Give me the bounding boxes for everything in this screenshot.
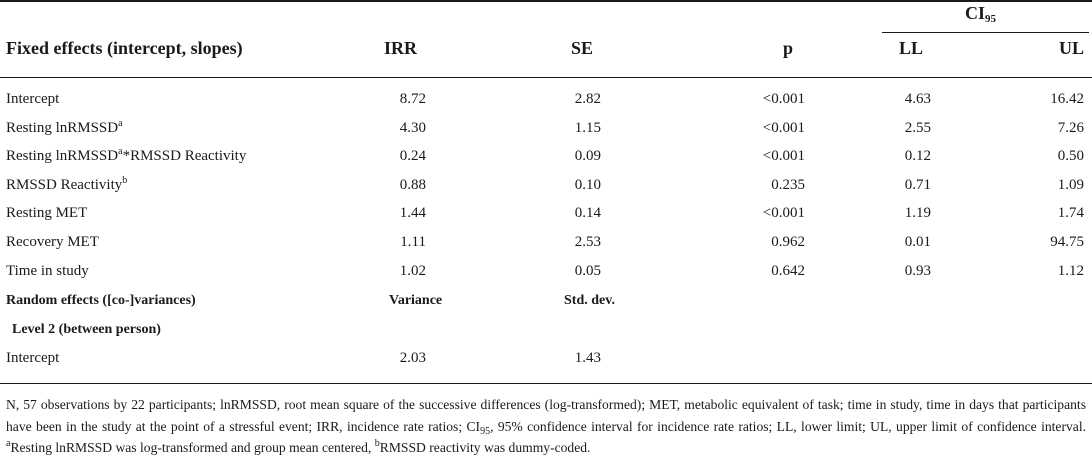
ul-value: 7.26 (1057, 120, 1084, 136)
row-label: Intercept (6, 91, 60, 107)
random-effects-title: Random effects ([co-]variances) (6, 293, 196, 308)
ll-value: 4.63 (904, 91, 931, 107)
col-header-ul: UL (1059, 38, 1085, 58)
row-label: Resting lnRMSSD$^a$*RMSSD Reactivity (6, 146, 247, 164)
ll-value: 1.19 (904, 205, 931, 221)
col-header-variance: Variance (389, 293, 443, 308)
se-value: 2.82 (574, 91, 601, 107)
p-value: <0.001 (762, 91, 805, 107)
random-variance-value: 2.03 (399, 350, 426, 366)
se-value: 1.15 (574, 120, 601, 136)
ul-value: 16.42 (1050, 91, 1084, 107)
se-value: 0.05 (574, 263, 601, 279)
ul-value: 94.75 (1050, 234, 1084, 250)
row-label: Resting lnRMSSD$^a$ (6, 118, 123, 136)
p-value: 0.642 (771, 263, 805, 279)
irr-value: 0.88 (399, 177, 426, 193)
col-header-irr: IRR (384, 38, 418, 58)
table-bottom-rule (0, 383, 1092, 384)
ci-header: $CI_{95}$ (965, 3, 997, 25)
ul-value: 1.74 (1057, 205, 1084, 221)
row-label: RMSSD Reactivity$^b$ (6, 175, 128, 193)
se-value: 0.09 (574, 148, 601, 164)
col-header-p: p (783, 38, 794, 58)
table-header-rule (0, 77, 1092, 78)
ll-value: 0.71 (904, 177, 931, 193)
p-value: <0.001 (762, 120, 805, 136)
row-label: Resting MET (6, 205, 88, 221)
col-header-effects: Fixed effects (intercept, slopes) (6, 38, 243, 58)
table-footnote: N, 57 observations by 22 participants; lnRMSSD, root mean square of the successive differences (log-transformed); MET, metabolic equivalent of task; time in study, time in days that participants have been in the study at the point of a stressful event; IRR, incidence rate ratios; $CI_{95}$, 95% confidence interval for incidence rate ratios; LL, lower limit; UL, upper limit of confidence interval. $^a$Resting lnRMSSD was log-transformed and group mean centered, $^b$RMSSD reactivity was dummy-coded. (6, 397, 1086, 455)
random-row-label: Intercept (6, 350, 60, 366)
irr-value: 1.02 (399, 263, 426, 279)
p-value: 0.962 (771, 234, 805, 250)
ll-value: 0.93 (904, 263, 931, 279)
irr-value: 1.11 (400, 234, 426, 250)
row-label: Recovery MET (6, 234, 99, 250)
ll-value: 0.12 (904, 148, 931, 164)
col-header-ll: LL (899, 38, 924, 58)
ul-value: 1.12 (1057, 263, 1084, 279)
p-value: <0.001 (762, 205, 805, 221)
level-2-label: Level 2 (between person) (12, 322, 161, 337)
col-header-se: SE (571, 38, 594, 58)
irr-value: 0.24 (399, 148, 426, 164)
irr-value: 1.44 (399, 205, 426, 221)
ul-value: 0.50 (1057, 148, 1084, 164)
se-value: 0.14 (574, 205, 601, 221)
row-label: Time in study (6, 263, 89, 279)
random-sd-value: 1.43 (574, 350, 601, 366)
se-value: 0.10 (574, 177, 601, 193)
irr-value: 4.30 (399, 120, 426, 136)
table-top-rule (0, 0, 1092, 2)
p-value: <0.001 (762, 148, 805, 164)
ci-header-rule (882, 32, 1089, 33)
irr-value: 8.72 (399, 91, 426, 107)
ul-value: 1.09 (1057, 177, 1084, 193)
se-value: 2.53 (574, 234, 601, 250)
col-header-std-dev: Std. dev. (564, 293, 615, 308)
p-value: 0.235 (771, 177, 805, 193)
ll-value: 0.01 (904, 234, 931, 250)
ll-value: 2.55 (904, 120, 931, 136)
